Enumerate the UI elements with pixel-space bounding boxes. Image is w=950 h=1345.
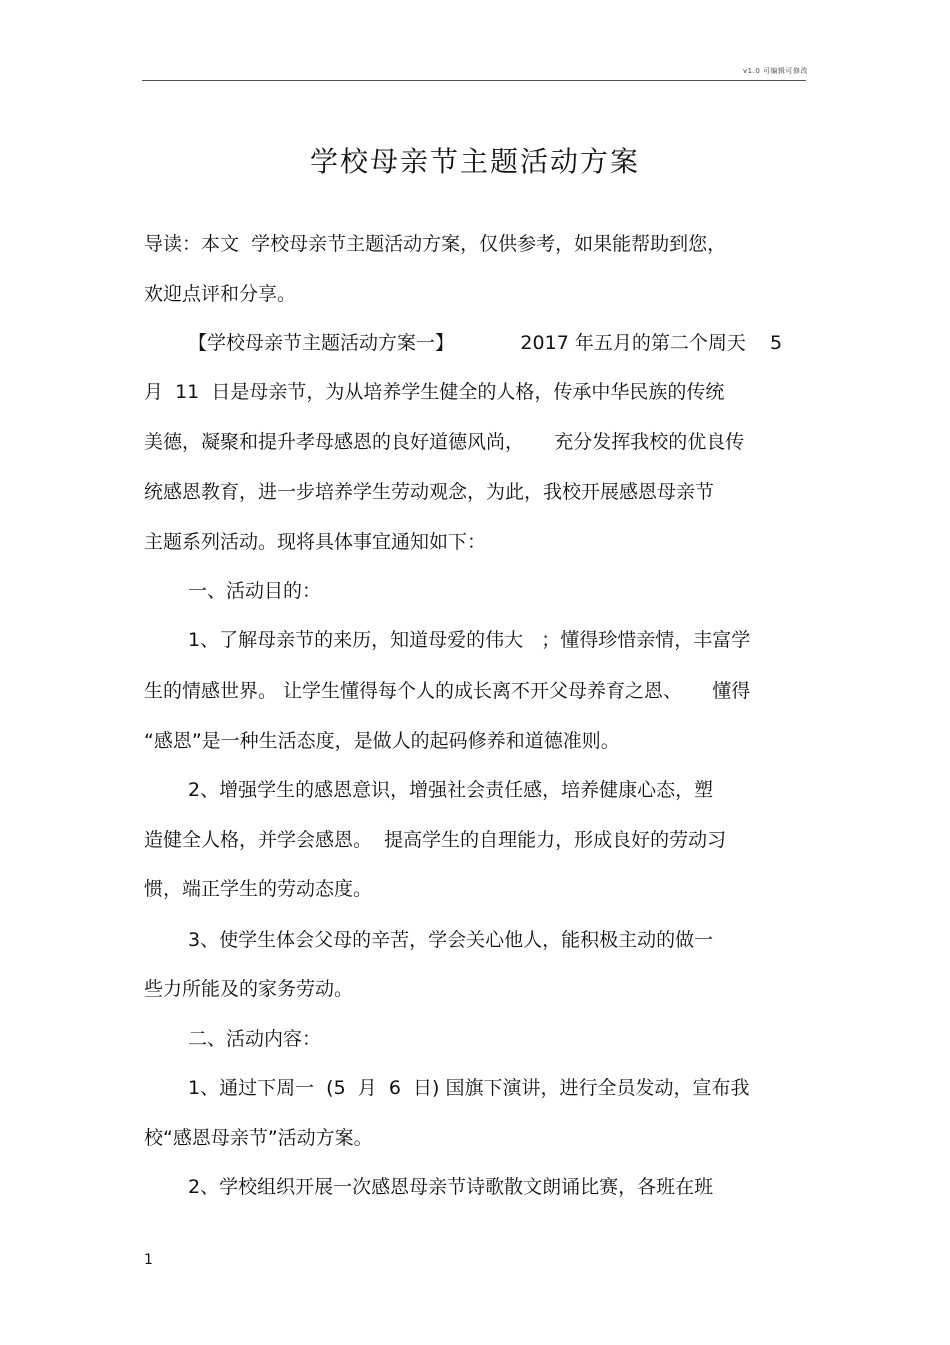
section-heading: 一、活动目的：: [188, 580, 322, 602]
text-line: 月 11 日是母亲节，为从培养学生健全的人格，传承中华民族的传统: [144, 381, 725, 403]
text-line: 导读：本文 学校母亲节主题活动方案，仅供参考，如果能帮助到您，: [144, 233, 727, 255]
text-line: 【学校母亲节主题活动方案一】 2017 年五月的第二个周天 5: [188, 332, 783, 354]
text-line: 造健全人格，并学会感恩。 提高学生的自理能力，形成良好的劳动习: [144, 829, 727, 851]
text-line: 统感恩教育，进一步培养学生劳动观念，为此，我校开展感恩母亲节: [144, 481, 715, 503]
text-line: 惯，端正学生的劳动态度。: [144, 878, 373, 900]
text-line: 主题系列活动。现将具体事宜通知如下：: [144, 531, 487, 553]
version-note: v1.0 可编辑可修改: [743, 67, 808, 75]
document-title: 学校母亲节主题活动方案: [309, 145, 640, 178]
header-divider: [142, 80, 806, 81]
section-heading: 二、活动内容：: [188, 1028, 322, 1050]
text-line: “感恩”是一种生活态度，是做人的起码修养和道德准则。: [144, 730, 620, 752]
text-line: 2、学校组织开展一次感恩母亲节诗歌散文朗诵比赛，各班在班: [188, 1176, 714, 1198]
text-line: 3、使学生体会父母的辛苦，学会关心他人，能积极主动的做一: [188, 929, 714, 951]
text-line: 生的情感世界。 让学生懂得每个人的成长离不开父母养育之恩、 懂得: [144, 680, 751, 702]
text-line: 美德，凝聚和提升孝母感恩的良好道德风尚， 充分发挥我校的优良传: [144, 431, 745, 453]
text-line: 1、通过下周一 (5 月 6 日) 国旗下演讲，进行全员发动，宣布我: [188, 1077, 750, 1099]
text-line: 校“感恩母亲节”活动方案。: [144, 1127, 373, 1149]
text-line: 2、增强学生的感恩意识，增强社会责任感，培养健康心态，塑: [188, 779, 714, 801]
text-line: 些力所能及的家务劳动。: [144, 978, 354, 1000]
page-number: 1: [144, 1252, 153, 1268]
text-line: 欢迎点评和分享。: [144, 283, 297, 305]
text-line: 1、了解母亲节的来历，知道母爱的伟大 ；懂得珍惜亲情，丰富学: [188, 629, 751, 651]
